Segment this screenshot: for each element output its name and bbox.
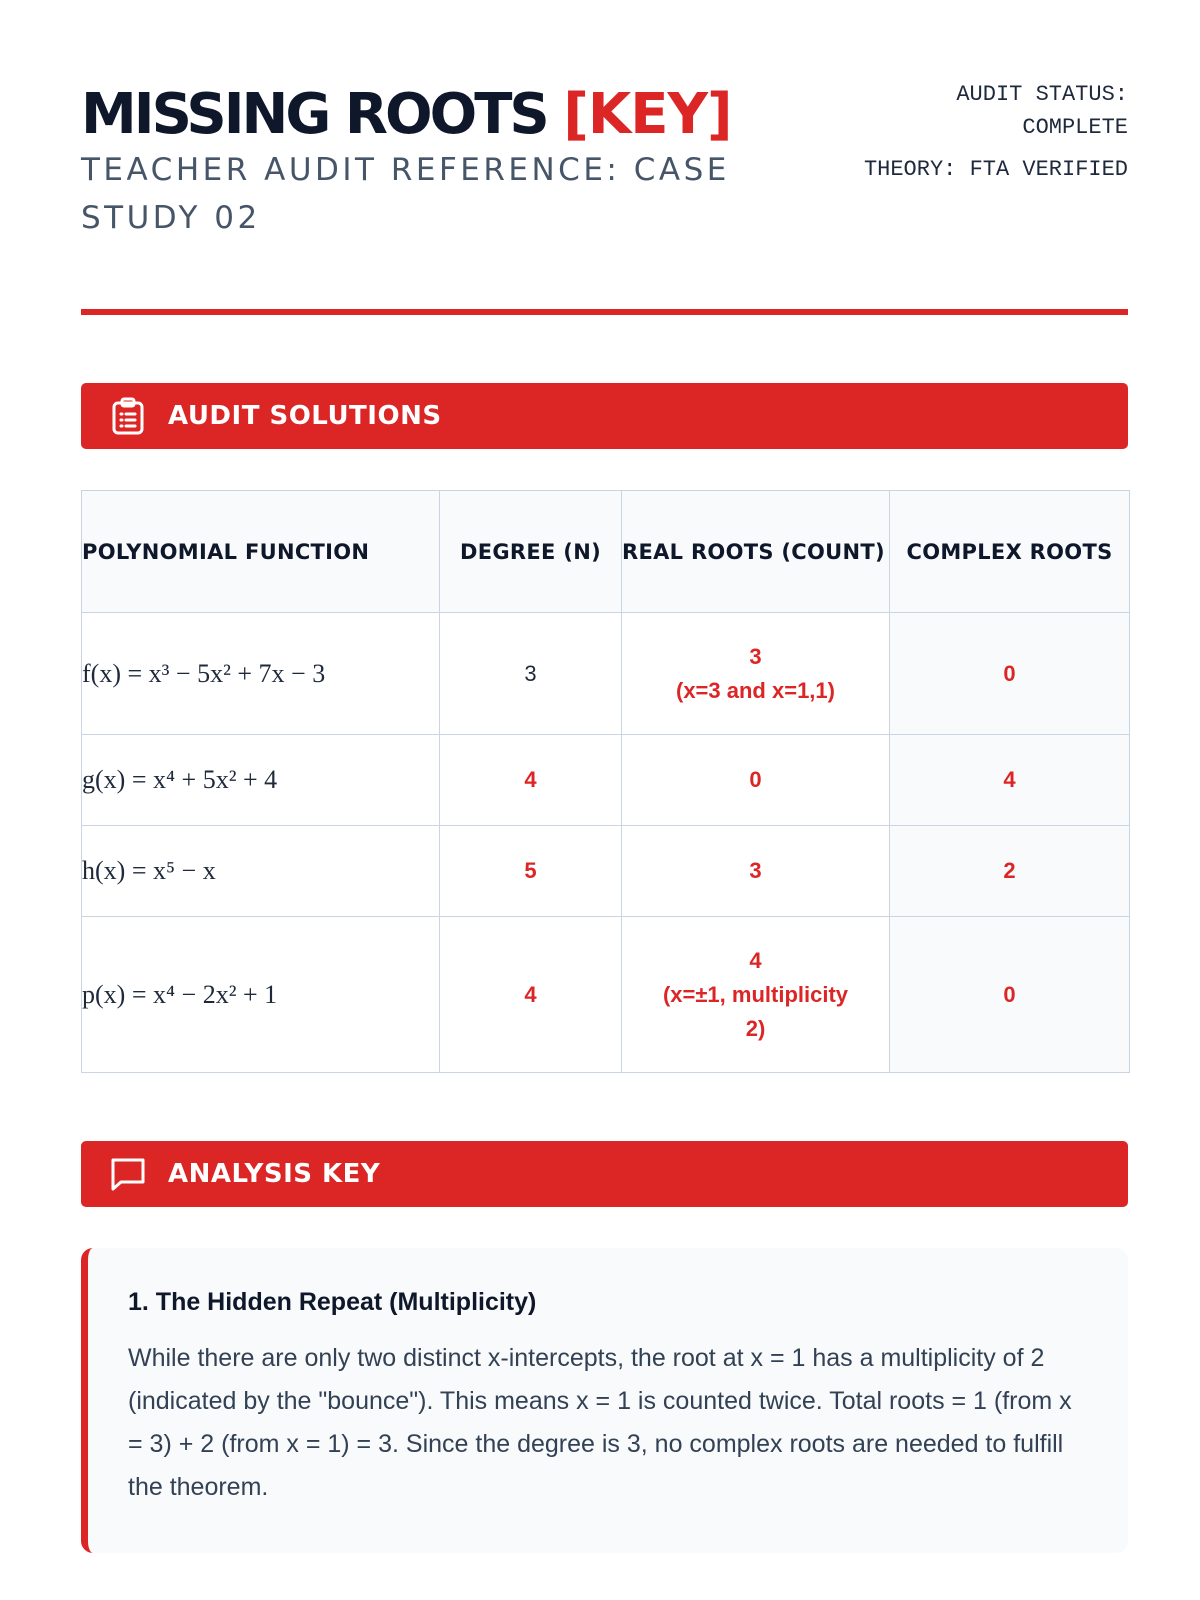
message-square-icon: [108, 1154, 148, 1194]
col-header-real-roots: REAL ROOTS (COUNT): [622, 491, 890, 613]
complex-roots-cell: 4: [890, 735, 1130, 826]
col-header-complex-roots: COMPLEX ROOTS: [890, 491, 1130, 613]
function-cell: f(x) = x³ − 5x² + 7x − 3: [82, 613, 440, 735]
degree-cell: 4: [440, 735, 622, 826]
real-roots-note: (x=3 and x=1,1): [676, 677, 835, 703]
col-header-function: POLYNOMIAL FUNCTION: [82, 491, 440, 613]
degree-cell: 4: [440, 917, 622, 1073]
table-header-row: [82, 491, 1130, 613]
function-cell: h(x) = x⁵ − x: [82, 826, 440, 917]
audit-status-value: COMPLETE: [1022, 115, 1128, 140]
audit-status-label: AUDIT STATUS:: [956, 82, 1128, 107]
table-row: [82, 613, 1130, 735]
title-key-badge: [KEY]: [563, 82, 732, 147]
real-roots-cell: [622, 613, 890, 735]
table-row: [82, 917, 1130, 1073]
real-roots-count: 3: [749, 643, 762, 669]
function-cell: g(x) = x⁴ + 5x² + 4: [82, 735, 440, 826]
degree-cell: 5: [440, 826, 622, 917]
audit-meta: [768, 78, 1128, 186]
page-subtitle: TEACHER AUDIT REFERENCE: CASE STUDY 02: [81, 152, 730, 236]
audit-table: [81, 490, 1130, 1073]
real-roots-count: 4: [749, 947, 762, 973]
section-label: ANALYSIS KEY: [168, 1159, 381, 1189]
header-divider: [81, 309, 1128, 315]
degree-cell: 3: [440, 613, 622, 735]
real-roots-note: (x=±1, multiplicity 2): [662, 981, 849, 1041]
section-label: AUDIT SOLUTIONS: [168, 401, 442, 431]
title-main: MISSING ROOTS: [81, 82, 547, 147]
analysis-card: [81, 1248, 1128, 1553]
table-row: [82, 826, 1130, 917]
analysis-heading: 1. The Hidden Repeat (Multiplicity): [128, 1288, 537, 1316]
real-roots-cell: [622, 917, 890, 1073]
page-title: [81, 78, 781, 152]
analysis-body: While there are only two distinct x-intercepts, the root at x = 1 has a multiplicity of 2 (indicated by the "bounce"). This means x = 1 is counted twice. Total roots = 1 (from x = 3) + 2 (from x = 1) = 3. Since the degree is 3, no complex roots are needed to fulfill the theorem.: [128, 1344, 1072, 1501]
table-row: [82, 735, 1130, 826]
real-roots-cell: 3: [622, 826, 890, 917]
clipboard-list-icon: [108, 396, 148, 436]
section-analysis-key: [81, 1141, 1128, 1207]
complex-roots-cell: 0: [890, 917, 1130, 1073]
function-cell: p(x) = x⁴ − 2x² + 1: [82, 917, 440, 1073]
section-audit-solutions: [81, 383, 1128, 449]
col-header-degree: DEGREE (N): [440, 491, 622, 613]
real-roots-cell: 0: [622, 735, 890, 826]
complex-roots-cell: 0: [890, 613, 1130, 735]
theory-line: THEORY: FTA VERIFIED: [863, 157, 1128, 182]
complex-roots-cell: 2: [890, 826, 1130, 917]
